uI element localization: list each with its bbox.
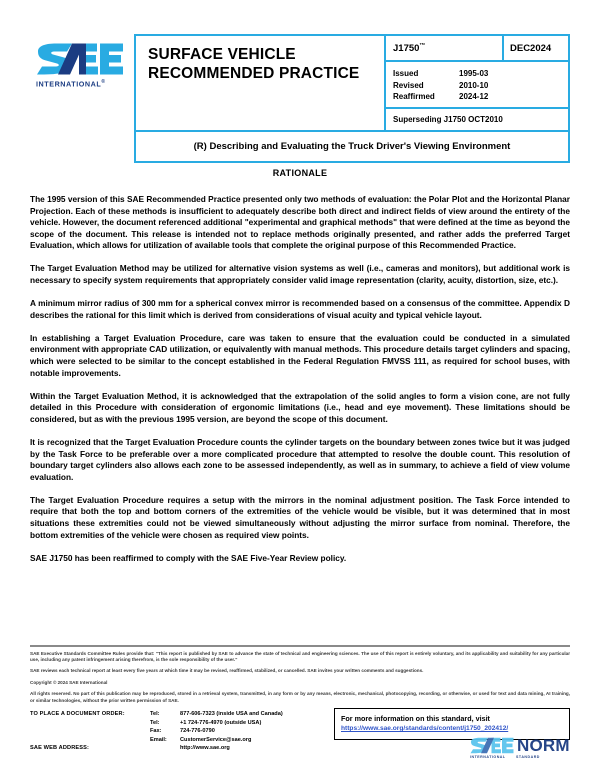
- spacer: [30, 719, 150, 728]
- revision-label: Issued: [393, 69, 419, 78]
- contact-value: 724-776-0790: [180, 728, 215, 735]
- order-information: [30, 710, 570, 758]
- document-footer: [30, 645, 570, 758]
- legal-notice-review-cycle: SAE reviews each technical report at least every five years at which time it may be revised, reaffirmed, stabilized, or cancelled. SAE invites your written comments and suggestions.: [30, 668, 424, 674]
- contact-value: +1 724-776-4970 (outside USA): [180, 719, 262, 726]
- document-number: J1750™: [393, 43, 426, 54]
- copyright-notice: Copyright © 2024 SAE International: [30, 679, 108, 685]
- order-label: TO PLACE A DOCUMENT ORDER:: [30, 710, 125, 717]
- rationale-paragraph: A minimum mirror radius of 300 mm for a spherical convex mirror is recommended based on a consensus of the committee. Appendix D describes the rational for this limit which is derived from considerations of visual acuity and typical vehicle layout.: [30, 298, 570, 320]
- contact-key: Tel:: [150, 710, 160, 717]
- contact-email[interactable]: CustomerService@sae.org: [180, 736, 252, 743]
- contact-key: Tel:: [150, 719, 160, 726]
- revision-row: [393, 91, 568, 103]
- rationale-paragraph: It is recognized that the Target Evaluation Procedure counts the cylinder targets on the boundary between zones twice but it was judged by the Task Force to be preferable over a more complicated procedure that attempted to resolve the double count. This resolution of boundary target cylinders also allows each zone to be assessed independently, as well as in summary, to achieve a field of view volume evaluation.: [30, 437, 570, 482]
- document-header: [30, 34, 570, 152]
- sae-logo-cell: [30, 34, 134, 88]
- standard-url-link[interactable]: https://www.sae.org/standards/content/j1750_202412/: [341, 725, 509, 733]
- document-subject: (R) Describing and Evaluating the Truck Driver's Viewing Environment: [193, 140, 511, 152]
- spacer: [30, 736, 150, 745]
- rationale-paragraph: The Target Evaluation Procedure requires a setup with the mirrors in the nominal adjustment position. The Task Force intended to require that both the top and bottom corners of the extremities of the vehicle would be visible, but it was determined that in most situations these extremities could not be viewed simultaneously without adjusting the mirror surface from nominal. Therefore, the bottom extremities of the vehicle were chosen as required view points.: [30, 494, 570, 540]
- document-meta: [384, 36, 568, 130]
- document-date-code: DEC2024: [502, 36, 568, 60]
- rationale-body: [30, 194, 570, 564]
- rationale-heading: RATIONALE: [272, 168, 328, 178]
- title-block: [134, 34, 570, 163]
- web-address-value[interactable]: http://www.sae.org: [180, 745, 230, 752]
- revision-value: 2024-12: [459, 92, 489, 101]
- rationale-paragraph: Within the Target Evaluation Method, it is acknowledged that the extrapolation of the solid angles to form a vision cone, are not fully detailed in this Procedure with consideration of ergonomic limitations (i.e., head and eye movement). These limitations should be considered, but as with the previous 1995 version, are beyond the scope of this document.: [30, 390, 570, 424]
- spacer: [30, 727, 150, 736]
- rationale-paragraph: The 1995 version of this SAE Recommended Practice presented only two methods of evaluation: the Polar Plot and the Horizontal Planar Projection. Each of these methods is insufficient to adequately describe both direct and indirect fields of view around the entirety of the vehicle. However, the document referenced additional "experimental and graphical methods" that were defined at the time as beyond the scope of the document. This release is intended not to replace methods originally presented, and rather adds the preferred Target Evaluation, which allows for utilization of available tools that complete the original purpose of this Recommended Practice.: [30, 194, 570, 251]
- revision-label: Reaffirmed: [393, 92, 435, 101]
- rationale-paragraph: SAE J1750 has been reaffirmed to comply with the SAE Five-Year Review policy.: [30, 552, 347, 563]
- sae-logo-icon: [36, 42, 124, 76]
- superseding-note: Superseding J1750 OCT2010: [393, 114, 503, 124]
- contact-row: [30, 744, 570, 753]
- web-address-label: SAE WEB ADDRESS:: [30, 745, 90, 752]
- contact-key: Fax:: [150, 728, 162, 735]
- document-type: [136, 36, 384, 130]
- more-information-box: [334, 708, 570, 741]
- rationale-paragraph: The Target Evaluation Method may be utilized for alternative vision systems as well (i.e., cameras and monitors), but additional work is necessary to specify system requirements that appropriately consider valid image representation (clarity, acuity, distortion, size, etc.).: [30, 263, 570, 286]
- spacer: [150, 744, 180, 753]
- rationale-paragraph: In establishing a Target Evaluation Procedure, care was taken to ensure that the evaluation could be conducted in a simulated environment with appropriate CAD utilization, or equivalently with manual methods. This procedure details target cylinders and spacing, which were selected to be similar to the concept established in the Federal Regulation FMVSS 111, as required for school buses, with notable improvements.: [30, 332, 570, 378]
- more-information-text: For more information on this standard, visit: [341, 713, 490, 723]
- watermark-sub-right: STANDARD: [516, 755, 540, 759]
- legal-notice-rights-reserved: All rights reserved. No part of this publication may be reproduced, stored in a retrieval system, transmitted, in any form or by any means, electronic, mechanical, photocopying, recording, or otherwise, or used for text and data mining, AI training, or similar technologies, without the prior written permission of SAE.: [30, 691, 570, 703]
- legal-notice-committee-rules: SAE Executive Standards Committee Rules provide that: "This report is published by SAE to advance the state of technical and engineering sciences. The use of this report is entirely voluntary, and its applicability and suitability for any particular use, including any patent infringement arising therefrom, is the sole responsibility of the user.": [30, 650, 570, 662]
- sae-logo-subtitle: INTERNATIONAL®: [36, 79, 106, 89]
- document-type-line2: RECOMMENDED PRACTICE: [148, 65, 360, 82]
- document-type-line1: SURFACE VEHICLE: [148, 46, 296, 63]
- revision-label: Revised: [393, 80, 424, 90]
- watermark-word: NORM: [517, 736, 570, 755]
- contact-key: Email:: [150, 736, 167, 743]
- revision-value: 1995-03: [459, 69, 489, 78]
- revision-value: 2010-10: [459, 80, 489, 90]
- revision-history: [386, 62, 568, 109]
- watermark-sub-left: INTERNATIONAL: [470, 755, 506, 759]
- revision-row: [393, 80, 568, 92]
- sae-logo: [36, 42, 128, 88]
- contact-value: 877-606-7323 (inside USA and Canada): [180, 710, 283, 717]
- footer-divider: [30, 645, 570, 647]
- revision-row: [393, 68, 568, 80]
